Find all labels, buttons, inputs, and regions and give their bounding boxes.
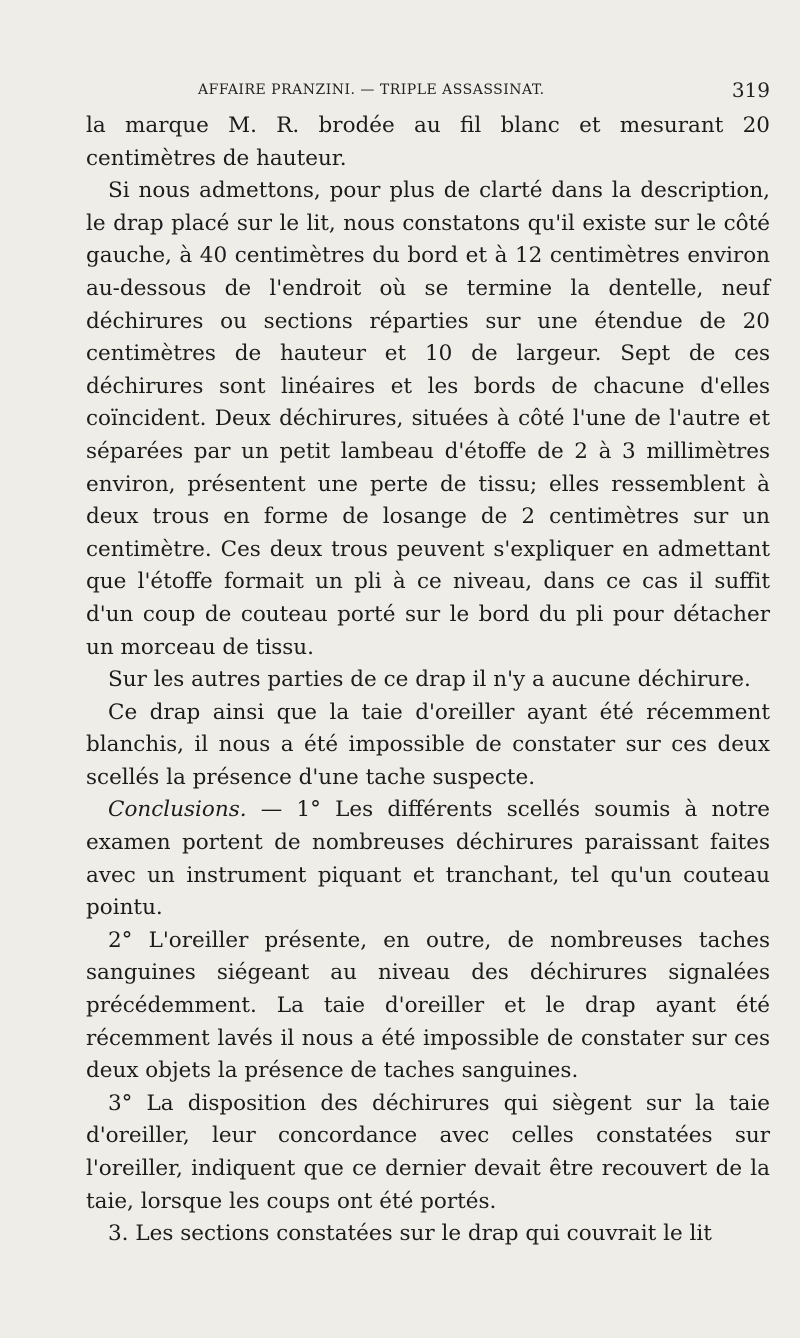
paragraph-conclusion-1: [86, 794, 770, 924]
page-header: [86, 78, 770, 106]
page-body: [86, 110, 770, 1251]
paragraph-sections: 3. Les sections constatées sur le drap qui couvrait le lit: [108, 1221, 712, 1247]
running-title: AFFAIRE PRANZINI. — TRIPLE ASSASSINAT.: [198, 82, 545, 98]
conclusion-1-text: — 1° Les différents scellés soumis à notre examen portent de nombreuses déchirures paraissant faites avec un instrument piquant et tranchant, tel qu'un couteau pointu.: [86, 797, 770, 921]
paragraph-conclusion-3: 3° La disposition des déchirures qui siègent sur la taie d'oreiller, leur concordance avec celles constatées sur l'oreiller, indiquent que ce dernier devait être recouvert de la taie, lorsque les coups ont été portés.: [86, 1090, 770, 1214]
paragraph-description: Si nous admettons, pour plus de clarté dans la description, le drap placé sur le lit, nous constatons qu'il existe sur le côté gauche, à 40 centimètres du bord et à 12 centimètres environ au-dessous de l'endroit où se termine la dentelle, neuf déchirures ou sections réparties sur une étendue de 20 centimètres de hauteur et 10 de largeur. Sept de ces déchirures sont linéaires et les bords de chacune d'elles coïncident. Deux déchirures, situées à côté l'une de l'autre et séparées par un petit lambeau d'étoffe de 2 à 3 millimètres environ, présentent une perte de tissu; elles ressemblent à deux trous en forme de losange de 2 centimètres sur un centimètre. Ces deux trous peuvent s'expliquer en admettant que l'étoffe formait un pli à ce niveau, dans ce cas il suffit d'un coup de couteau porté sur le bord du pli pour détacher un morceau de tissu.: [86, 178, 770, 660]
conclusions-label: Conclusions.: [108, 797, 247, 823]
paragraph-other-parts: Sur les autres parties de ce drap il n'y a aucune déchirure.: [108, 667, 751, 693]
page-number: 319: [731, 78, 770, 102]
paragraph-conclusion-2: 2° L'oreiller présente, en outre, de nombreuses taches sanguines siégeant au niveau des déchirures signalées précédemment. La taie d'oreiller et le drap ayant été récemment lavés il nous a été impossible de constater sur ces deux objets la présence de taches sanguines.: [86, 927, 770, 1084]
paragraph-continuation: la marque M. R. brodée au fil blanc et mesurant 20 centimètres de hauteur.: [86, 113, 770, 171]
paragraph-blanchis: Ce drap ainsi que la taie d'oreiller ayant été récemment blanchis, il nous a été impossible de constater sur ces deux scellés la présence d'une tache suspecte.: [86, 699, 770, 790]
